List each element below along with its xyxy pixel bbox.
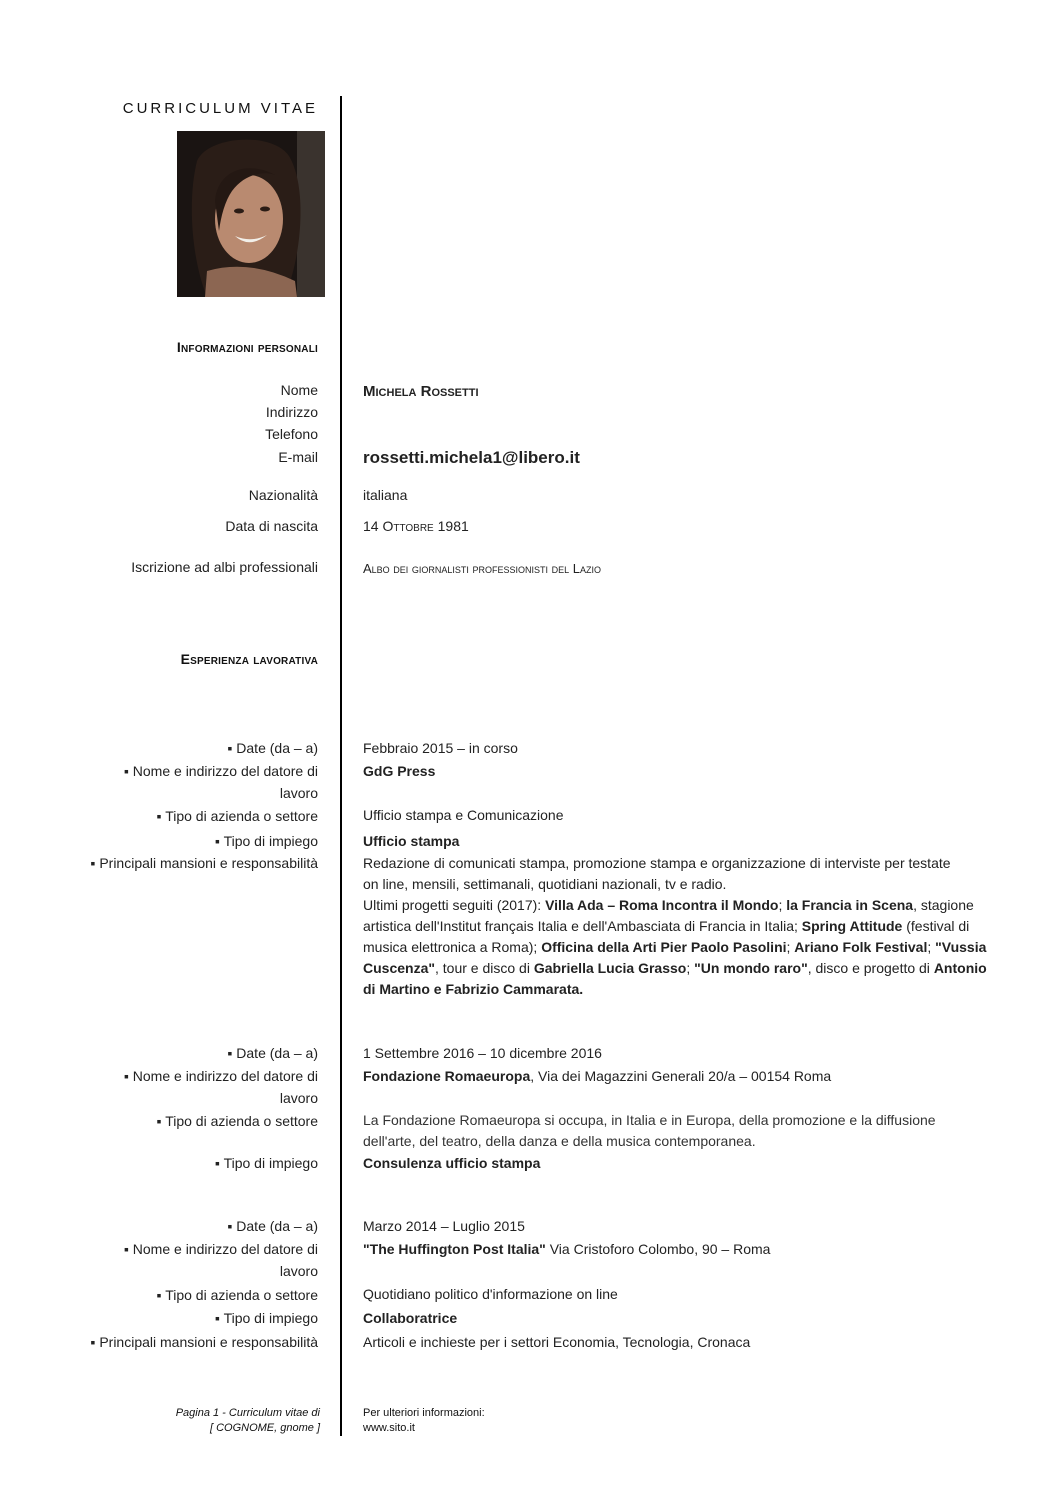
job1-projects [363,895,988,1000]
footer-more-info [363,1406,663,1436]
job3-employer-name: "The Huffington Post Italia" [363,1241,546,1257]
projects-intro: Ultimi progetti seguiti (2017): [363,897,546,913]
job2-employer-name: Fondazione Romaeuropa [363,1068,531,1084]
job3-job: Collaboratrice [363,1310,458,1326]
label-birth: Data di nascita [225,518,318,534]
projects-text: , stagione artistica dell'Institut français Italia e dell'Ambasciata di Francia in Italia; [363,897,974,934]
job1-label-sector: ▪ Tipo di azienda o settore [156,808,318,824]
job2-employer [363,1066,993,1087]
project-officina: Officina della Arti Pier Paolo Pasolini [541,939,787,955]
projects-end: . [579,981,584,997]
job2-dates: 1 Settembre 2016 – 10 dicembre 2016 [363,1045,602,1061]
job1-dates: Febbraio 2015 – in corso [363,740,518,756]
job1-sector: Ufficio stampa e Comunicazione [363,807,564,823]
footer-info-label: Per ulteriori informazioni: [363,1407,485,1419]
job2-employer-address: , Via dei Magazzini Generali 20/a – 00154 Roma [530,1068,832,1084]
job1-duties-line-1: Redazione di comunicati stampa, promozione stampa e organizzazione di interviste per testate [363,855,951,871]
project-vussia: "Vussia Cuscenza" [363,939,987,976]
job2-label-sector: ▪ Tipo di azienda o settore [156,1113,318,1129]
label-nationality: Nazionalità [248,487,318,503]
job1-label-duties: ▪ Principali mansioni e responsabilità [90,855,318,871]
job3-dates: Marzo 2014 – Luglio 2015 [363,1218,525,1234]
job3-employer [363,1239,993,1260]
projects-sep: ; [778,897,787,913]
value-email: rossetti.michela1@libero.it [363,448,580,467]
label-phone: Telefono [265,426,318,442]
job2-label-dates: ▪ Date (da – a) [227,1045,318,1061]
job1-duties-line-2: on line, mensili, settimanali, quotidiani nazionali, tv e radio. [363,876,727,892]
job1-employer: GdG Press [363,763,436,779]
project-ariano: Ariano Folk Festival [794,939,928,955]
job1-label-dates: ▪ Date (da – a) [227,740,318,756]
project-mondo: "Un mondo raro" [694,960,808,976]
portrait-image [177,131,325,297]
label-email: E-mail [278,449,318,465]
job3-label-sector: ▪ Tipo di azienda o settore [156,1287,318,1303]
job3-employer-address: Via Cristoforo Colombo, 90 – Roma [545,1241,771,1257]
job1-label-employer-2: lavoro [279,785,318,801]
projects-text: , tour e disco di [435,960,534,976]
project-francia: la Francia in Scena [786,897,914,913]
job1-label-job: ▪ Tipo di impiego [214,833,318,849]
job3-label-dates: ▪ Date (da – a) [227,1218,318,1234]
value-albo: Albo dei giornalisti professionisti del Lazio [363,561,602,576]
job3-label-employer-2: lavoro [279,1263,318,1279]
projects-text: (festival di musica elettronica a Roma); [363,918,970,955]
job3-sector: Quotidiano politico d'informazione on line [363,1286,618,1302]
job3-label-duties: ▪ Principali mansioni e responsabilità [90,1334,318,1350]
value-name: Michela Rossetti [363,383,479,400]
projects-text: , disco e progetto di [807,960,934,976]
job3-label-job: ▪ Tipo di impiego [214,1310,318,1326]
footer-website-link[interactable]: www.sito.it [363,1422,415,1434]
project-villa-ada: Villa Ada – Roma Incontra il Mondo [545,897,779,913]
job3-duties: Articoli e inchieste per i settori Economia, Tecnologia, Cronaca [363,1334,751,1350]
footer-page-line-1: Pagina 1 - Curriculum vitae di [175,1407,320,1419]
footer-page-line-2: [ COGNOME, gnome ] [209,1422,320,1434]
project-spring: Spring Attitude [801,918,903,934]
job2-job: Consulenza ufficio stampa [363,1155,541,1171]
job2-label-employer: ▪ Nome e indirizzo del datore di [123,1068,318,1084]
job1-job: Ufficio stampa [363,833,460,849]
job3-label-employer: ▪ Nome e indirizzo del datore di [123,1241,318,1257]
job2-sector [363,1110,993,1152]
label-name: Nome [280,382,318,398]
section-heading-experience: Esperienza lavorativa [180,651,318,667]
column-divider [340,96,342,1436]
projects-sep: ; [686,960,695,976]
value-nationality: italiana [363,487,408,503]
projects-sep: ; [927,939,936,955]
job1-duties [363,853,993,1000]
project-antonio: Antonio di Martino e Fabrizio Cammarata [363,960,987,997]
job2-label-job: ▪ Tipo di impiego [214,1155,318,1171]
value-birth: 14 Ottobre 1981 [363,518,469,534]
document-title: CURRICULUM VITAE [122,100,318,117]
footer-page-info [100,1406,320,1436]
profile-photo [177,131,325,297]
job2-sector-line-2: dell'arte, del teatro, della danza e della musica contemporanea. [363,1133,756,1149]
section-heading-personal: Informazioni personali [176,339,318,355]
job2-label-employer-2: lavoro [279,1090,318,1106]
project-gabriella: Gabriella Lucia Grasso [533,960,687,976]
label-albo: Iscrizione ad albi professionali [131,559,318,575]
job1-label-employer: ▪ Nome e indirizzo del datore di [123,763,318,779]
label-address: Indirizzo [265,404,318,420]
projects-sep: ; [786,939,795,955]
job2-sector-line-1: La Fondazione Romaeuropa si occupa, in Italia e in Europa, della promozione e la diffusione [363,1112,936,1128]
